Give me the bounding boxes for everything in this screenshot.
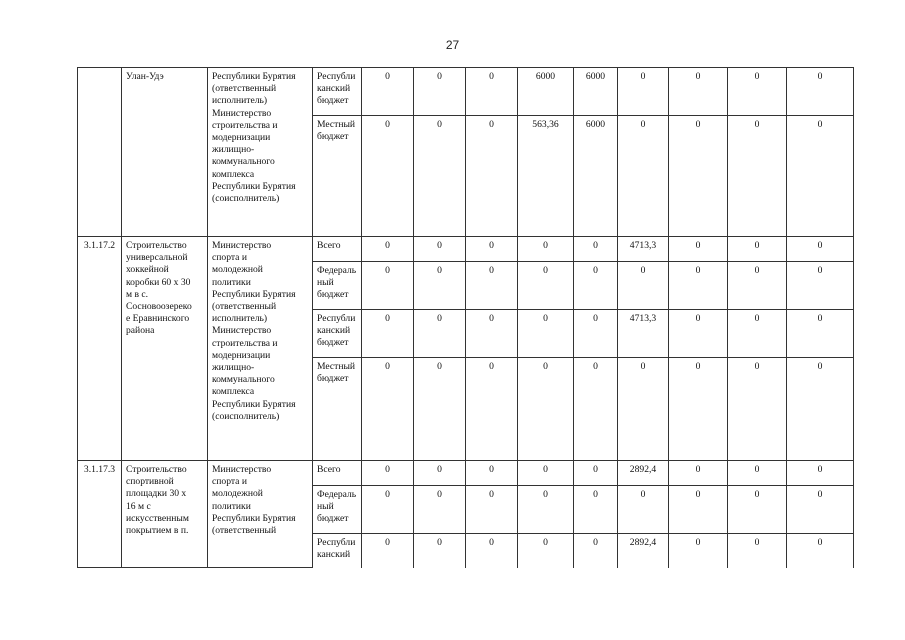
budget-value: 0 [728,534,787,568]
budget-value: 0 [574,262,618,310]
budget-value: 0 [362,534,414,568]
table-row [78,237,854,262]
budget-value: 0 [669,486,728,534]
row-name: Строительство универсальной хоккейной коробки 60 х 30 м в с. Сосновоозереко е Еравнинского района [122,237,208,461]
budget-value: 563,36 [518,116,574,237]
budget-value: 0 [787,534,854,568]
budget-value: 6000 [574,116,618,237]
budget-source: Республи канский [313,534,362,568]
budget-source: Республи канский бюджет [313,310,362,358]
budget-value: 0 [787,68,854,116]
table-row [78,68,854,116]
budget-value: 0 [414,486,466,534]
budget-value: 0 [518,262,574,310]
budget-value: 0 [574,486,618,534]
budget-value: 0 [466,116,518,237]
row-executor: Республики Бурятия (ответственный исполнитель) Министерство строительства и модернизации жилищно- коммунального комплекса Республики Бурятия (соисполнитель) [208,68,313,237]
budget-value: 0 [466,461,518,486]
budget-value: 0 [618,116,669,237]
budget-value: 6000 [518,68,574,116]
budget-value: 0 [574,534,618,568]
budget-value: 0 [787,310,854,358]
budget-value: 0 [574,310,618,358]
budget-value: 0 [362,461,414,486]
budget-value: 0 [728,68,787,116]
budget-value: 0 [466,358,518,461]
budget-value: 0 [414,68,466,116]
budget-value: 0 [669,461,728,486]
budget-source: Всего [313,461,362,486]
budget-value: 0 [669,68,728,116]
budget-value: 0 [466,486,518,534]
budget-value: 2892,4 [618,534,669,568]
budget-value: 0 [362,262,414,310]
budget-value: 0 [787,486,854,534]
budget-source: Федераль ный бюджет [313,262,362,310]
budget-value: 0 [669,116,728,237]
budget-value: 0 [669,534,728,568]
budget-value: 0 [669,358,728,461]
budget-table [77,67,854,568]
budget-value: 0 [728,486,787,534]
budget-value: 0 [414,237,466,262]
row-executor: Министерство спорта и молодежной политики Республики Бурятия (ответственный [208,461,313,568]
budget-value: 0 [414,358,466,461]
budget-value: 0 [618,486,669,534]
budget-value: 0 [362,310,414,358]
row-code [78,68,122,237]
row-name: Улан-Удэ [122,68,208,237]
budget-value: 0 [518,358,574,461]
budget-value: 0 [466,262,518,310]
budget-value: 0 [669,262,728,310]
budget-value: 0 [728,310,787,358]
row-code: 3.1.17.2 [78,237,122,461]
budget-value: 4713,3 [618,310,669,358]
table-row [78,461,854,486]
budget-value: 0 [362,68,414,116]
budget-value: 0 [728,461,787,486]
budget-value: 0 [518,237,574,262]
budget-value: 0 [518,461,574,486]
budget-source: Всего [313,237,362,262]
budget-value: 0 [466,310,518,358]
budget-value: 0 [362,486,414,534]
budget-value: 0 [414,116,466,237]
row-executor: Министерство спорта и молодежной политики Республики Бурятия (ответственный исполнитель) Министерство строительства и модернизации жилищно- коммунального комплекса Республики Бурятия (соисполнитель) [208,237,313,461]
budget-value: 6000 [574,68,618,116]
budget-value: 0 [362,116,414,237]
budget-value: 0 [787,358,854,461]
budget-value: 0 [574,237,618,262]
budget-value: 0 [618,68,669,116]
budget-value: 0 [728,116,787,237]
budget-value: 0 [669,310,728,358]
budget-value: 0 [518,534,574,568]
budget-value: 0 [466,237,518,262]
budget-value: 0 [787,237,854,262]
budget-value: 0 [787,461,854,486]
budget-value: 0 [618,358,669,461]
budget-source: Федераль ный бюджет [313,486,362,534]
budget-source: Местный бюджет [313,358,362,461]
budget-value: 0 [669,237,728,262]
budget-value: 0 [362,358,414,461]
budget-value: 0 [787,262,854,310]
budget-value: 2892,4 [618,461,669,486]
budget-source: Республи канский бюджет [313,68,362,116]
page-number: 27 [445,38,460,52]
budget-value: 0 [728,237,787,262]
budget-value: 0 [362,237,414,262]
budget-value: 0 [414,534,466,568]
budget-value: 0 [518,310,574,358]
budget-value: 0 [574,461,618,486]
row-name: Строительство спортивной площадки 30 х 16 м с искусственным покрытием в п. [122,461,208,568]
budget-value: 0 [787,116,854,237]
budget-source: Местный бюджет [313,116,362,237]
budget-value: 0 [574,358,618,461]
budget-value: 0 [466,534,518,568]
budget-value: 0 [414,461,466,486]
budget-value: 0 [414,262,466,310]
budget-value: 0 [728,262,787,310]
budget-value: 0 [518,486,574,534]
row-code: 3.1.17.3 [78,461,122,568]
budget-value: 0 [414,310,466,358]
budget-value: 0 [618,262,669,310]
budget-value: 0 [728,358,787,461]
budget-value: 4713,3 [618,237,669,262]
budget-value: 0 [466,68,518,116]
